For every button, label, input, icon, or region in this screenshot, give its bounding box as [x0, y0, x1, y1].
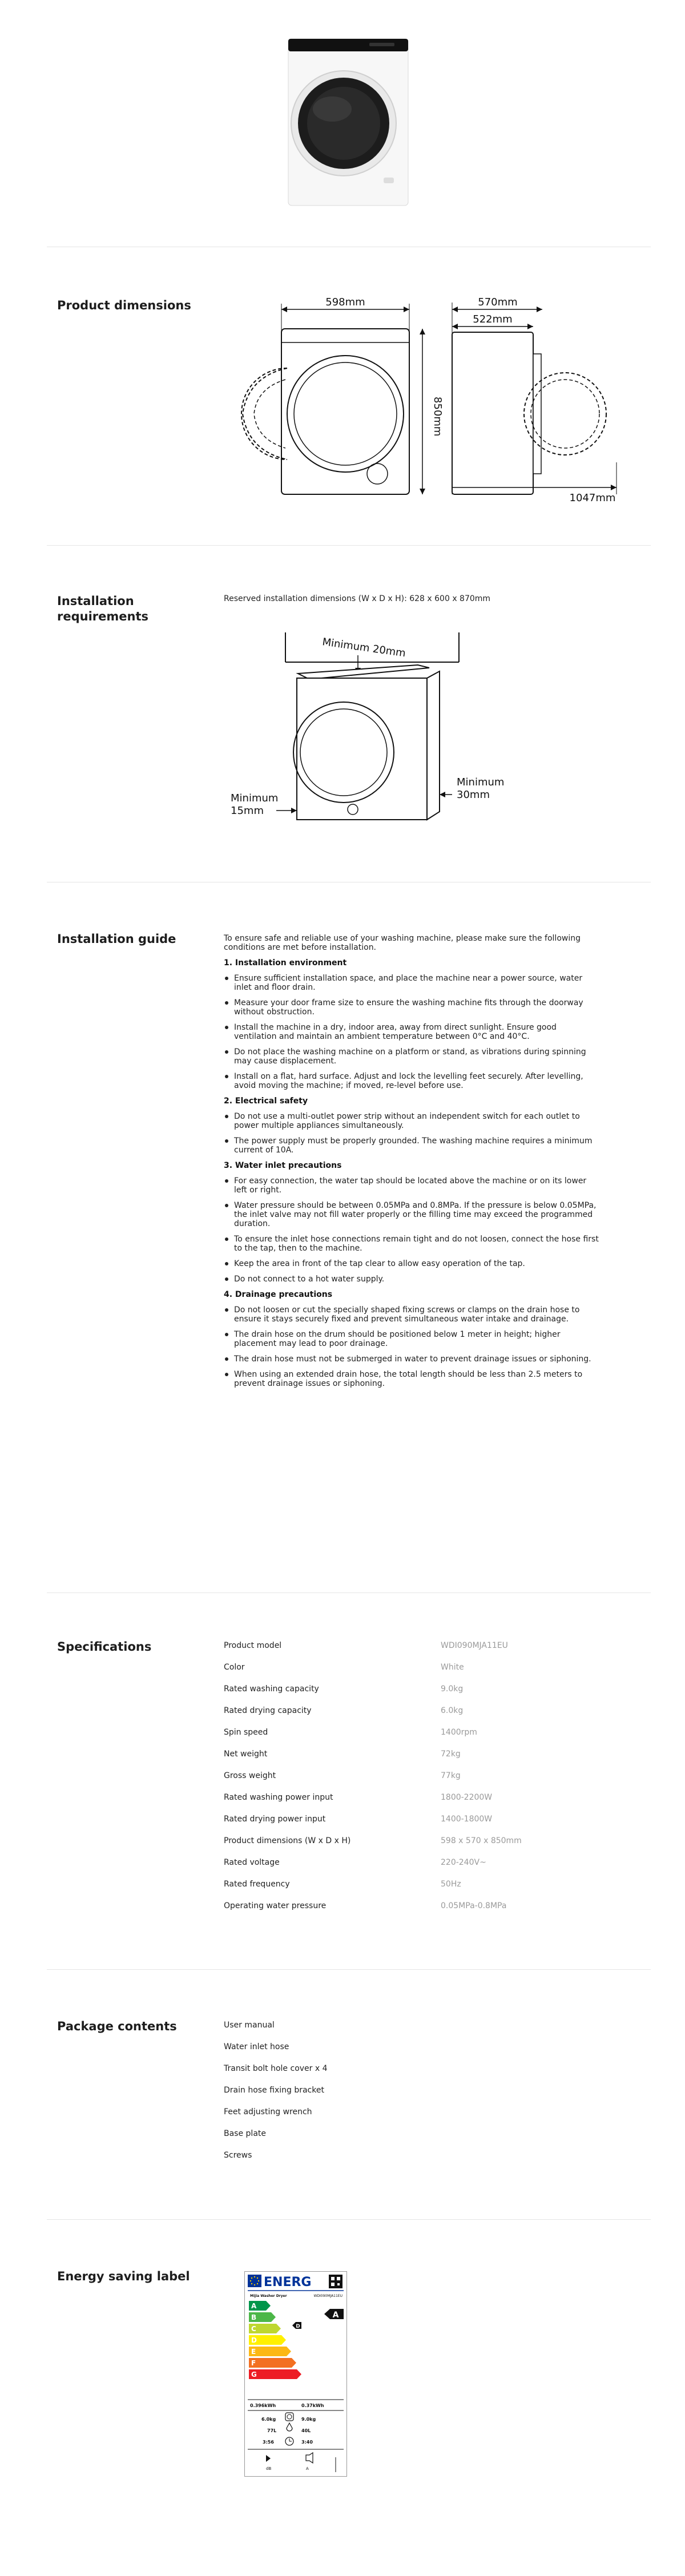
- energy-class-letter: D: [251, 2336, 257, 2344]
- spec-row: [224, 1684, 595, 1696]
- spec-row: [224, 1880, 595, 1891]
- guide-heading: 3. Water inlet precautions: [224, 1161, 342, 1170]
- divider: [47, 545, 651, 546]
- energy-cap-1: 6.0kg: [261, 2417, 276, 2422]
- spec-label: Rated washing power input: [224, 1793, 333, 1802]
- spec-row: [224, 1815, 595, 1826]
- spec-label: Net weight: [224, 1749, 268, 1759]
- min-right-label-1: Minimum: [457, 776, 505, 788]
- width-label: 598mm: [325, 297, 365, 308]
- spec-row: [224, 1641, 595, 1652]
- spec-row: [224, 1749, 595, 1761]
- washing-machine-illustration: [284, 38, 413, 209]
- spec-row: [224, 1858, 595, 1869]
- guide-list: [224, 1176, 601, 1284]
- energy-model: WDI090MJA11EU: [313, 2294, 342, 2298]
- guide-list-item: For easy connection, the water tap should be located above the machine or on its lower left or right.: [224, 1176, 601, 1195]
- guide-list-item: Install on a flat, hard surface. Adjust and lock the levelling feet securely. After levelling, avoid moving the machine; if moved, re-level before use.: [224, 1072, 601, 1090]
- depth-body-label: 522mm: [473, 313, 513, 325]
- energy-class-marker: D: [296, 2324, 300, 2329]
- depth-door-open-label: 1047mm: [569, 492, 616, 502]
- spec-row: [224, 1771, 595, 1783]
- spec-value: 0.05MPa-0.8MPa: [441, 1901, 507, 1910]
- spec-label: Product model: [224, 1641, 282, 1650]
- spec-label: Gross weight: [224, 1771, 276, 1780]
- energy-kwh-2: 0.37kWh: [301, 2403, 324, 2408]
- height-label: 850mm: [432, 397, 442, 437]
- min-left-label-1: Minimum: [231, 792, 279, 804]
- package-item: User manual: [224, 2021, 275, 2030]
- spec-value: WDI090MJA11EU: [441, 1641, 508, 1650]
- min-right-label-2: 30mm: [457, 789, 490, 801]
- guide-list-item: The power supply must be properly grounded. The washing machine requires a minimum current of 10A.: [224, 1136, 601, 1155]
- installation-guide-content: [224, 934, 601, 1394]
- package-item: Transit bolt hole cover x 4: [224, 2064, 328, 2073]
- package-item: Water inlet hose: [224, 2042, 289, 2051]
- spec-row: [224, 1706, 595, 1718]
- guide-list-item: To ensure the inlet hose connections remain tight and do not loosen, connect the hose first to the tap, then to the machine.: [224, 1235, 601, 1253]
- spec-value: White: [441, 1663, 464, 1672]
- spec-value: 9.0kg: [441, 1684, 464, 1694]
- spec-label: Rated drying power input: [224, 1815, 326, 1824]
- energy-class-letter: E: [251, 2348, 256, 2356]
- specifications-title: Specifications: [57, 1640, 152, 1654]
- guide-list-item: The drain hose on the drum should be positioned below 1 meter in height; higher placement may lead to poor drainage.: [224, 1330, 601, 1348]
- installation-requirements-title: Installation requirements: [57, 594, 148, 623]
- guide-heading: 4. Drainage precautions: [224, 1290, 333, 1299]
- spec-label: Rated drying capacity: [224, 1706, 312, 1715]
- spec-label: Rated washing capacity: [224, 1684, 319, 1694]
- energy-class-letter: A: [251, 2302, 257, 2310]
- spec-label: Color: [224, 1663, 245, 1672]
- energy-class-letter: B: [251, 2313, 257, 2321]
- dimensions-title: Product dimensions: [57, 299, 191, 312]
- spec-value: 598 x 570 x 850mm: [441, 1836, 522, 1845]
- package-item: Screws: [224, 2151, 252, 2160]
- energy-water-2: 40L: [301, 2428, 311, 2433]
- guide-list-item: Install the machine in a dry, indoor area, away from direct sunlight. Ensure good ventilation and maintain an ambient temperature between 0°C and 40°C.: [224, 1023, 601, 1041]
- guide-heading: 2. Electrical safety: [224, 1096, 308, 1106]
- guide-list-item: Water pressure should be between 0.05MPa and 0.8MPa. If the pressure is below 0.05MPa, the inlet valve may not fill water properly or the filling time may exceed the programmed duration.: [224, 1201, 601, 1228]
- guide-list: [224, 974, 601, 1090]
- guide-list: [224, 1305, 601, 1388]
- spec-row: [224, 1836, 595, 1848]
- energy-kwh-1: 0.396kWh: [250, 2403, 276, 2408]
- energy-noise-1: dB: [266, 2466, 272, 2471]
- energy-water-1: 77L: [267, 2428, 277, 2433]
- energy-label: [244, 2271, 347, 2477]
- guide-list: [224, 1112, 601, 1155]
- energy-class-letter: F: [251, 2359, 256, 2367]
- spec-value: 1800-2200W: [441, 1793, 493, 1802]
- energy-class-letter: G: [251, 2371, 257, 2379]
- guide-list-item: When using an extended drain hose, the total length should be less than 2.5 meters to prevent drainage issues or siphoning.: [224, 1370, 601, 1388]
- spec-row: [224, 1663, 595, 1674]
- installation-clearance-drawing: [224, 628, 521, 833]
- reserved-dimensions-text: Reserved installation dimensions (W x D x H): 628 x 600 x 870mm: [224, 594, 491, 603]
- min-top-label: Minimum 20mm: [321, 636, 406, 660]
- spec-value: 220-240V~: [441, 1858, 486, 1867]
- spec-row: [224, 1728, 595, 1739]
- spec-row: [224, 1793, 595, 1804]
- depth-total-label: 570mm: [478, 297, 518, 308]
- energy-word: ENERG: [264, 2275, 312, 2289]
- guide-list-item: Do not place the washing machine on a platform or stand, as vibrations during spinning may cause displacement.: [224, 1047, 601, 1066]
- energy-brand: Mijia Washer Dryer: [250, 2294, 287, 2298]
- spec-value: 50Hz: [441, 1880, 461, 1889]
- spec-label: Spin speed: [224, 1728, 268, 1737]
- energy-noise-2: A: [306, 2466, 309, 2471]
- package-title: Package contents: [57, 2019, 177, 2033]
- spec-label: Rated frequency: [224, 1880, 290, 1889]
- guide-list-item: Ensure sufficient installation space, and place the machine near a power source, water inlet and floor drain.: [224, 974, 601, 992]
- min-left-label-2: 15mm: [231, 805, 264, 817]
- spec-label: Product dimensions (W x D x H): [224, 1836, 351, 1845]
- spec-value: 72kg: [441, 1749, 461, 1759]
- spec-row: [224, 1901, 595, 1913]
- package-item: Base plate: [224, 2129, 266, 2138]
- guide-intro: To ensure safe and reliable use of your washing machine, please make sure the following conditions are met before installation.: [224, 934, 581, 952]
- spec-value: 1400rpm: [441, 1728, 477, 1737]
- energy-class-rating: A: [332, 2311, 339, 2320]
- guide-list-item: Measure your door frame size to ensure the washing machine fits through the doorway without obstruction.: [224, 998, 601, 1017]
- energy-time-2: 3:40: [301, 2440, 313, 2445]
- energy-title: Energy saving label: [57, 2269, 190, 2283]
- dimensions-drawing-side: [445, 297, 628, 502]
- product-image: [284, 38, 413, 209]
- energy-class-letter: C: [251, 2325, 256, 2333]
- energy-time-1: 3:56: [263, 2440, 274, 2445]
- spec-value: 77kg: [441, 1771, 461, 1780]
- spec-label: Operating water pressure: [224, 1901, 327, 1910]
- divider: [47, 1969, 651, 1970]
- guide-heading: 1. Installation environment: [224, 958, 347, 967]
- spec-value: 1400-1800W: [441, 1815, 493, 1824]
- guide-list-item: Do not use a multi-outlet power strip without an independent switch for each outlet to power multiple appliances simultaneously.: [224, 1112, 601, 1130]
- package-item: Drain hose fixing bracket: [224, 2086, 324, 2095]
- spec-value: 6.0kg: [441, 1706, 464, 1715]
- divider: [47, 2219, 651, 2220]
- dimensions-drawing-front: [225, 297, 442, 502]
- package-item: Feet adjusting wrench: [224, 2107, 312, 2117]
- guide-list-item: Do not loosen or cut the specially shaped fixing screws or clamps on the drain hose to ensure it stays securely fixed and prevent simultaneous water intake and drainage.: [224, 1305, 601, 1324]
- energy-cap-2: 9.0kg: [301, 2417, 316, 2422]
- energy-class-bar: [249, 2358, 296, 2368]
- installation-guide-title: Installation guide: [57, 932, 176, 946]
- spec-label: Rated voltage: [224, 1858, 280, 1867]
- guide-list-item: Do not connect to a hot water supply.: [224, 1275, 601, 1284]
- guide-list-item: Keep the area in front of the tap clear to allow easy operation of the tap.: [224, 1259, 601, 1268]
- guide-list-item: The drain hose must not be submerged in water to prevent drainage issues or siphoning.: [224, 1354, 601, 1364]
